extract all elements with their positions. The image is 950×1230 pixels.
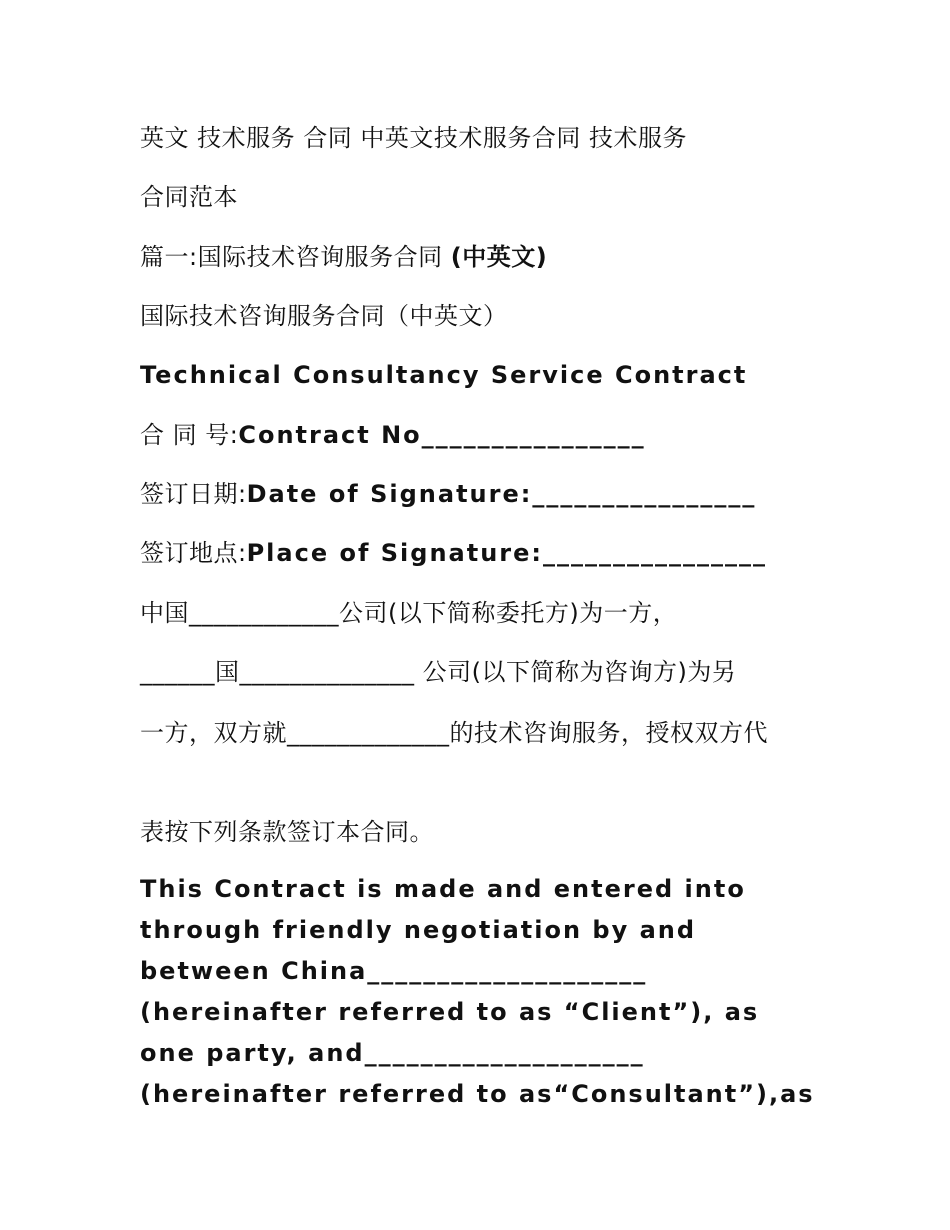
cn-paragraph-line-1: 中国____________公司(以下简称委托方)为一方， bbox=[140, 599, 678, 627]
signature-date-line bbox=[140, 479, 756, 509]
section-heading bbox=[140, 242, 547, 272]
cn-paragraph-line-3: 一方，双方就_____________的技术咨询服务，授权双方代 bbox=[140, 719, 768, 747]
cn-paragraph-line-2: ______国______________ 公司(以下简称为咨询方)为另 bbox=[140, 658, 737, 686]
signature-date-label-en: Date of Signature:________________ bbox=[246, 480, 757, 508]
document-subtitle: 国际技术咨询服务合同（中英文） bbox=[140, 302, 508, 330]
en-paragraph-line: between China____________________ bbox=[140, 957, 648, 985]
signature-place-label-cn: 签订地点: bbox=[140, 539, 247, 567]
cn-paragraph-line-4: 表按下列条款签订本合同。 bbox=[140, 818, 434, 846]
signature-place-line bbox=[140, 538, 767, 568]
en-paragraph-line: through friendly negotiation by and bbox=[140, 916, 697, 944]
en-paragraph-line: (hereinafter referred to as “Client”), as bbox=[140, 998, 760, 1026]
en-paragraph-line: one party, and____________________ bbox=[140, 1039, 645, 1067]
en-paragraph bbox=[140, 869, 815, 1115]
contract-number-label-en: Contract No________________ bbox=[238, 421, 646, 449]
contract-number-line bbox=[140, 420, 646, 450]
en-paragraph-line: (hereinafter referred to as“Consultant”),as bbox=[140, 1080, 815, 1108]
signature-date-label-cn: 签订日期: bbox=[140, 480, 247, 508]
section-heading-text: 篇一:国际技术咨询服务合同 bbox=[140, 243, 443, 271]
document-title-line-1: 英文 技术服务 合同 中英文技术服务合同 技术服务 bbox=[140, 124, 688, 152]
signature-place-label-en: Place of Signature:________________ bbox=[246, 539, 767, 567]
en-paragraph-line: This Contract is made and entered into bbox=[140, 875, 746, 903]
section-heading-paren: (中英文) bbox=[450, 243, 548, 271]
contract-number-label-cn: 合 同 号: bbox=[140, 421, 239, 449]
contract-title-en: Technical Consultancy Service Contract bbox=[140, 361, 748, 389]
document-title-line-2: 合同范本 bbox=[140, 183, 238, 211]
